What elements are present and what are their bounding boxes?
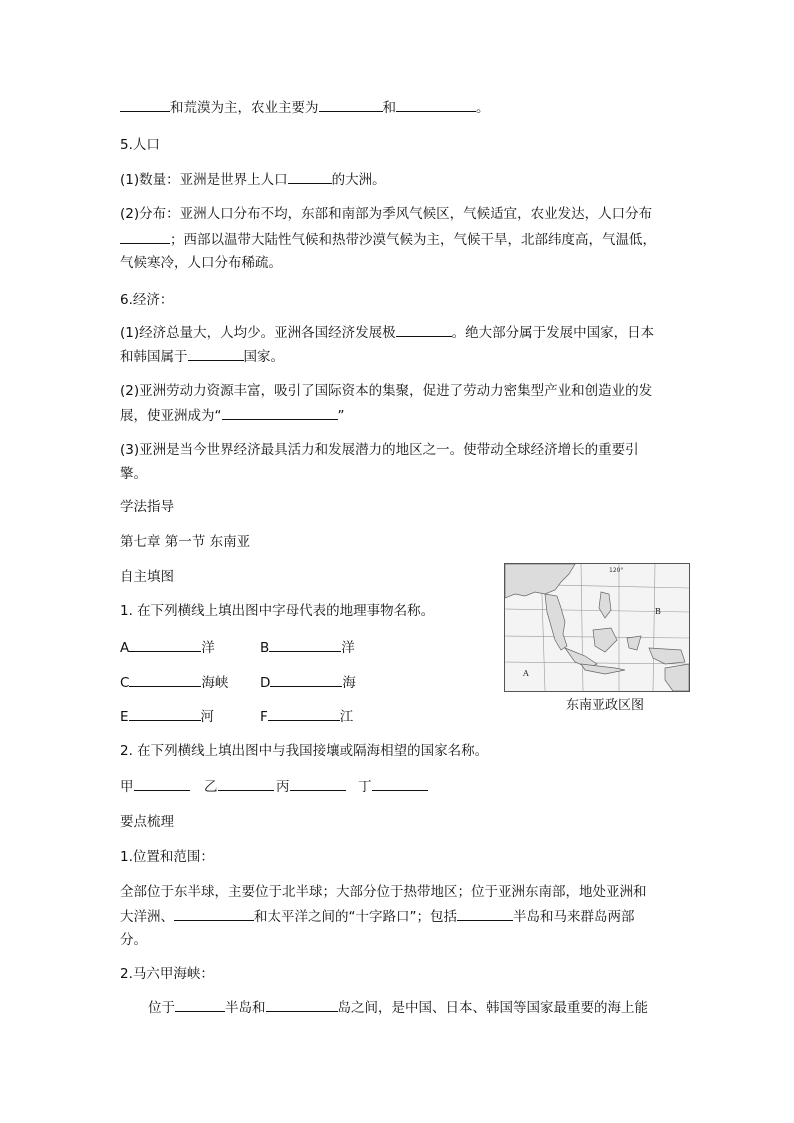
text: (2)分布：亚洲人口分布不均，东部和南部为季风气候区，气候适宜，农业发达，人口分布 <box>120 206 653 222</box>
answer-blank[interactable] <box>319 97 383 112</box>
section-heading <box>120 135 160 155</box>
label: C <box>120 675 130 691</box>
text: 半岛和 <box>225 1000 266 1016</box>
text: 自主填图 <box>120 569 174 585</box>
text-line <box>120 440 639 460</box>
text: ” <box>337 408 345 424</box>
text: 气候寒冷，人口分布稀疏。 <box>120 255 282 271</box>
text: 半岛和马来群岛两部 <box>513 909 635 925</box>
fill-item-E <box>120 706 214 727</box>
question <box>120 601 434 621</box>
heading-economy: 6.经济： <box>120 292 174 308</box>
fill-item-A <box>120 637 215 658</box>
text: 1. 在下列横线上填出图中字母代表的地理事物名称。 <box>120 603 435 619</box>
heading-key-points: 要点梳理 <box>120 814 174 830</box>
answer-blank[interactable] <box>188 346 244 361</box>
text-line <box>120 97 490 118</box>
text: 位于 <box>148 1000 175 1016</box>
fill-item-C <box>120 672 228 693</box>
text-line <box>120 253 282 273</box>
text: 海 <box>342 675 356 691</box>
text: 。 <box>476 100 490 116</box>
text: 展，使亚洲成为“ <box>120 408 222 424</box>
answer-blank[interactable] <box>129 706 201 721</box>
text: (1)经济总量大，人均少。亚洲各国经济发展极 <box>120 325 396 341</box>
answer-blank[interactable] <box>269 637 341 652</box>
answer-blank[interactable] <box>270 672 342 687</box>
text-line <box>120 346 284 367</box>
answer-blank[interactable] <box>134 776 190 791</box>
text: 海峡 <box>201 675 229 691</box>
heading-study-guide: 学法指导 <box>120 499 174 515</box>
fill-item-ding <box>358 776 428 797</box>
text: 和荒漠为主，农业主要为 <box>170 100 319 116</box>
fill-item-yi <box>204 776 274 797</box>
fill-item-bing <box>276 776 346 797</box>
text: 洋 <box>201 640 215 656</box>
text: (3)亚洲是当今世界经济最具活力和发展潜力的地区之一。使带动全球经济增长的重要引 <box>120 442 639 458</box>
southeast-asia-map <box>504 563 690 692</box>
text-line <box>120 464 147 484</box>
label: 甲 <box>120 779 134 795</box>
text: 1.位置和范围： <box>120 849 214 865</box>
text: 和 <box>382 100 396 116</box>
label: F <box>260 709 268 725</box>
answer-blank[interactable] <box>266 997 338 1012</box>
answer-blank[interactable] <box>396 97 476 112</box>
text: (2)亚洲劳动力资源丰富，吸引了国际资本的集聚，促进了劳动力密集型产业和创造业的发 <box>120 383 653 399</box>
fill-item-jia <box>120 776 190 797</box>
answer-blank[interactable] <box>268 706 340 721</box>
fill-item-B <box>260 637 355 658</box>
answer-blank[interactable] <box>218 776 274 791</box>
chapter-title <box>120 532 250 552</box>
answer-blank[interactable] <box>222 405 338 420</box>
text: 岛之间，是中国、日本、韩国等国家最重要的海上能 <box>337 1000 648 1016</box>
section-heading <box>120 812 174 832</box>
answer-blank[interactable] <box>372 776 428 791</box>
section-heading <box>120 964 214 984</box>
label: A <box>120 640 130 656</box>
answer-blank[interactable] <box>457 906 513 921</box>
text-line <box>120 381 652 401</box>
text-line <box>120 169 386 190</box>
text: 的大洲。 <box>331 172 386 188</box>
text: 全部位于东半球，主要位于北半球；大部分位于热带地区；位于亚洲东南部，地处亚洲和 <box>120 884 647 900</box>
text: 河 <box>200 709 215 725</box>
text: 2.马六甲海峡： <box>120 966 214 982</box>
text-line <box>120 882 647 902</box>
map-label-B: B <box>655 607 661 616</box>
text: 。绝大部分属于发展中国家，日本 <box>451 325 655 341</box>
text-line <box>120 906 635 927</box>
label: E <box>120 709 129 725</box>
question <box>120 741 488 761</box>
section-heading <box>120 497 174 517</box>
text-line <box>120 229 656 250</box>
section-heading <box>120 290 173 310</box>
text-line <box>120 930 147 950</box>
map-longitude-label: 120° <box>609 567 624 574</box>
answer-blank[interactable] <box>129 637 201 652</box>
answer-blank[interactable] <box>120 229 170 244</box>
text: 大洋洲、 <box>120 909 174 925</box>
answer-blank[interactable] <box>174 906 254 921</box>
answer-blank[interactable] <box>396 322 452 337</box>
text: 擎。 <box>120 466 147 482</box>
heading-population: 5.人口 <box>120 137 160 153</box>
answer-blank[interactable] <box>290 776 346 791</box>
text: 分。 <box>120 932 147 948</box>
fill-item-D <box>260 672 356 693</box>
answer-blank[interactable] <box>288 169 332 184</box>
answer-blank[interactable] <box>129 672 201 687</box>
label: 乙 <box>204 779 218 795</box>
label: 丁 <box>358 779 372 795</box>
text: 和韩国属于 <box>120 349 188 365</box>
label: D <box>260 675 271 691</box>
text: 国家。 <box>243 349 284 365</box>
text-line <box>120 204 652 224</box>
label: 丙 <box>276 779 290 795</box>
section-heading <box>120 567 174 587</box>
map-caption: 东南亚政区图 <box>565 698 644 713</box>
text: ；西部以温带大陆性气候和热带沙漠气候为主，气候干旱，北部纬度高，气温低， <box>170 232 656 248</box>
map-graphic <box>505 564 689 691</box>
section-heading <box>120 847 214 867</box>
text-line <box>148 997 648 1018</box>
text-line <box>120 405 345 426</box>
map-label-A: A <box>523 669 529 678</box>
text-line <box>120 322 654 343</box>
text: 洋 <box>341 640 355 656</box>
text: 江 <box>339 709 354 725</box>
answer-blank[interactable] <box>120 97 170 112</box>
text: 2. 在下列横线上填出图中与我国接壤或隔海相望的国家名称。 <box>120 743 489 759</box>
label: B <box>260 640 270 656</box>
fill-item-F <box>260 706 353 727</box>
answer-blank[interactable] <box>175 997 225 1012</box>
text: 和太平洋之间的“十字路口”；包括 <box>254 909 457 925</box>
text: 第七章 第一节 东南亚 <box>120 534 251 550</box>
text: (1)数量：亚洲是世界上人口 <box>120 172 288 188</box>
